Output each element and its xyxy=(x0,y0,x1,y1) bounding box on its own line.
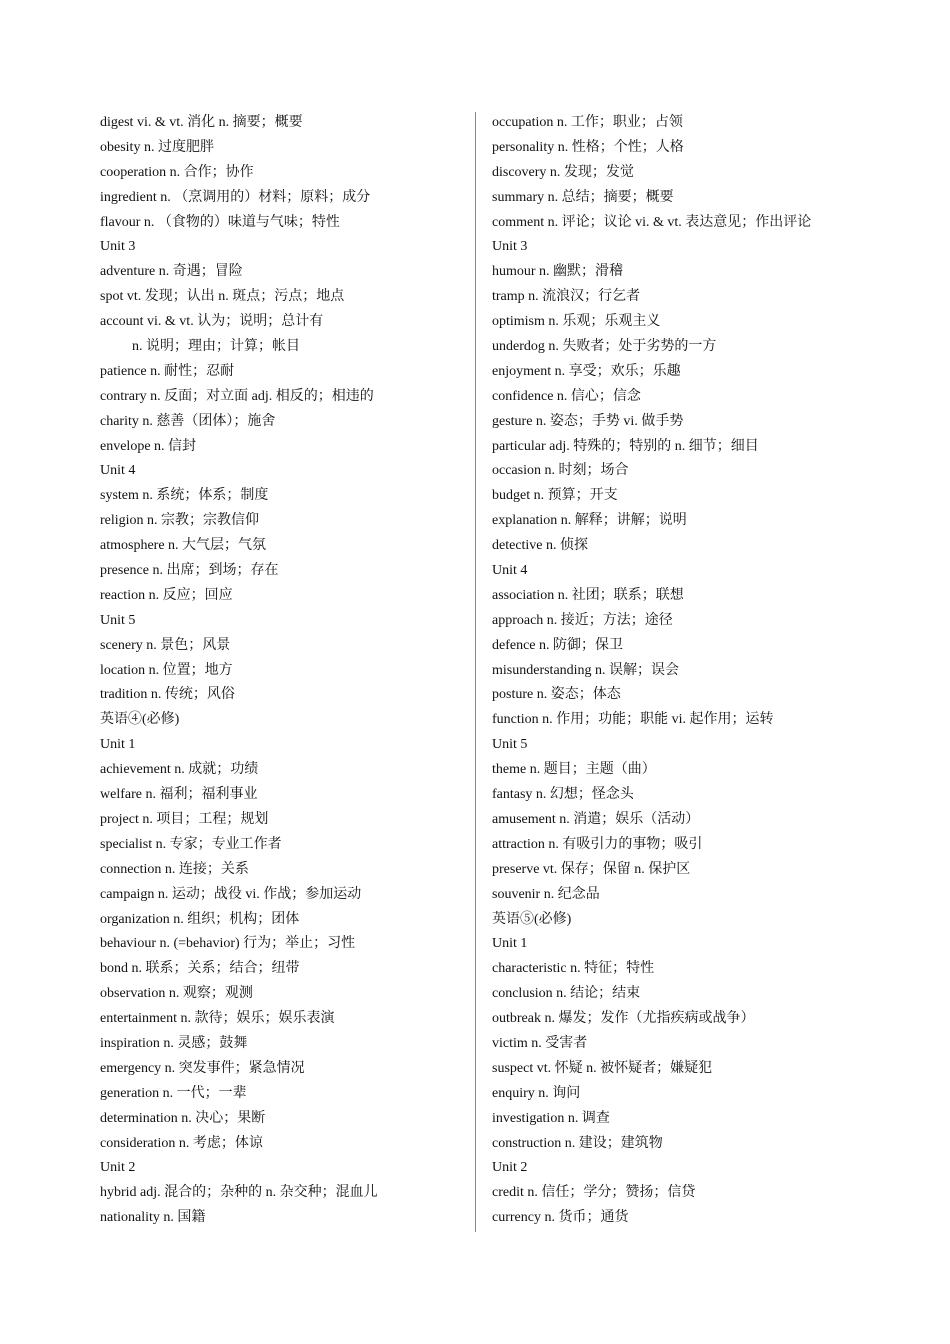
vocab-entry: emergency n. 突发事件；紧急情况 xyxy=(100,1060,305,1076)
vocab-entry: flavour n. （食物的）味道与气味；特性 xyxy=(100,214,340,230)
vocab-entry: system n. 系统；体系；制度 xyxy=(100,488,269,504)
vocab-entry: conclusion n. 结论；结束 xyxy=(492,986,641,1002)
vocab-entry: fantasy n. 幻想；怪念头 xyxy=(492,787,634,803)
vocab-entry: confidence n. 信心；信念 xyxy=(492,388,641,404)
vocab-entry: occupation n. 工作；职业；占领 xyxy=(492,115,683,130)
section-heading: Unit 4 xyxy=(100,463,136,479)
vocab-entry: attraction n. 有吸引力的事物；吸引 xyxy=(492,836,703,852)
vocab-entry: bond n. 联系；关系；结合；纽带 xyxy=(100,961,300,977)
vocab-entry: project n. 项目；工程；规划 xyxy=(100,811,269,827)
vocab-entry: religion n. 宗教；宗教信仰 xyxy=(100,513,260,529)
vocab-entry: envelope n. 信封 xyxy=(100,438,197,454)
vocab-entry: spot vt. 发现；认出 n. 斑点；污点；地点 xyxy=(100,289,345,305)
vocab-entry: association n. 社团；联系；联想 xyxy=(492,587,684,603)
vocab-entry: preserve vt. 保存；保留 n. 保护区 xyxy=(492,861,691,877)
section-heading: 英语⑤(必修) xyxy=(492,911,572,927)
vocab-entry: explanation n. 解释；讲解；说明 xyxy=(492,513,687,529)
vocab-entry: presence n. 出席；到场；存在 xyxy=(100,563,279,579)
vocab-entry: inspiration n. 灵感；鼓舞 xyxy=(100,1035,248,1051)
vocab-entry: detective n. 侦探 xyxy=(492,538,589,554)
right-column xyxy=(492,111,892,1231)
vocab-entry: digest vi. & vt. 消化 n. 摘要；概要 xyxy=(100,115,303,130)
vocab-entry: characteristic n. 特征；特性 xyxy=(492,961,655,977)
vocab-entry: occasion n. 时刻；场合 xyxy=(492,463,629,479)
vocab-entry: ingredient n. （烹调用的）材料；原料；成分 xyxy=(100,189,371,205)
vocab-entry: construction n. 建设；建筑物 xyxy=(492,1135,663,1151)
vocab-entry: tradition n. 传统；风俗 xyxy=(100,687,235,703)
section-heading: Unit 2 xyxy=(100,1160,136,1176)
vocab-entry: determination n. 决心；果断 xyxy=(100,1110,266,1126)
vocab-entry: function n. 作用；功能；职能 vi. 起作用；运转 xyxy=(492,712,774,728)
vocab-entry: atmosphere n. 大气层；气氛 xyxy=(100,538,267,554)
vocab-entry: patience n. 耐性；忍耐 xyxy=(100,363,235,379)
vocab-entry: humour n. 幽默；滑稽 xyxy=(492,264,624,280)
vocab-entry: location n. 位置；地方 xyxy=(100,662,233,678)
vocab-entry: behaviour n. (=behavior) 行为；举止；习性 xyxy=(100,936,356,952)
vocab-entry: underdog n. 失败者；处于劣势的一方 xyxy=(492,339,717,355)
vocab-entry: misunderstanding n. 误解；误会 xyxy=(492,662,680,678)
vocab-entry: approach n. 接近；方法；途径 xyxy=(492,612,673,628)
section-heading: Unit 5 xyxy=(492,737,528,753)
vocab-entry: enquiry n. 询问 xyxy=(492,1085,581,1101)
vocab-entry: theme n. 题目；主题（曲） xyxy=(492,762,656,778)
section-heading: 英语④(必修) xyxy=(100,712,180,728)
vocab-entry: reaction n. 反应；回应 xyxy=(100,587,233,603)
vocab-entry: personality n. 性格；个性；人格 xyxy=(492,139,684,155)
vocab-entry: summary n. 总结；摘要；概要 xyxy=(492,189,674,205)
section-heading: Unit 5 xyxy=(100,612,136,628)
vocab-entry: gesture n. 姿态；手势 vi. 做手势 xyxy=(492,413,684,429)
vocab-entry: charity n. 慈善（团体）；施舍 xyxy=(100,413,276,429)
vocab-entry: optimism n. 乐观；乐观主义 xyxy=(492,314,661,330)
vocab-entry: tramp n. 流浪汉；行乞者 xyxy=(492,289,641,305)
vocab-entry: connection n. 连接；关系 xyxy=(100,861,249,877)
vocab-entry: cooperation n. 合作；协作 xyxy=(100,164,254,180)
section-heading: Unit 4 xyxy=(492,563,528,579)
vocab-entry: currency n. 货币；通货 xyxy=(492,1210,629,1226)
vocab-entry: souvenir n. 纪念品 xyxy=(492,886,600,902)
column-divider xyxy=(475,112,476,1232)
vocab-entry: account vi. & vt. 认为；说明；总计有 xyxy=(100,314,324,330)
vocab-entry: amusement n. 消遣；娱乐（活动） xyxy=(492,811,700,827)
vocab-entry: scenery n. 景色；风景 xyxy=(100,637,231,653)
vocab-entry: budget n. 预算；开支 xyxy=(492,488,618,504)
vocab-entry: n. 说明；理由；计算；帐目 xyxy=(132,339,300,355)
section-heading: Unit 1 xyxy=(100,737,136,753)
vocab-entry: enjoyment n. 享受；欢乐；乐趣 xyxy=(492,363,681,379)
vocab-entry: defence n. 防御；保卫 xyxy=(492,637,624,653)
vocab-entry: contrary n. 反面；对立面 adj. 相反的；相违的 xyxy=(100,388,374,404)
vocab-entry: welfare n. 福利；福利事业 xyxy=(100,787,258,803)
vocab-entry: outbreak n. 爆发；发作（尤指疾病或战争） xyxy=(492,1011,755,1027)
vocab-entry: particular adj. 特殊的；特别的 n. 细节；细目 xyxy=(492,438,759,454)
vocab-entry: entertainment n. 款待；娱乐；娱乐表演 xyxy=(100,1011,335,1027)
vocab-entry: suspect vt. 怀疑 n. 被怀疑者；嫌疑犯 xyxy=(492,1060,713,1076)
section-heading: Unit 3 xyxy=(100,239,136,255)
vocab-entry: posture n. 姿态；体态 xyxy=(492,687,621,703)
section-heading: Unit 1 xyxy=(492,936,528,952)
vocab-entry: comment n. 评论；议论 vi. & vt. 表达意见；作出评论 xyxy=(492,214,812,230)
vocab-entry: specialist n. 专家；专业工作者 xyxy=(100,836,282,852)
vocab-entry: consideration n. 考虑；体谅 xyxy=(100,1135,263,1151)
vocab-entry: achievement n. 成就；功绩 xyxy=(100,762,259,778)
vocab-entry: campaign n. 运动；战役 vi. 作战；参加运动 xyxy=(100,886,362,902)
vocab-entry: generation n. 一代；一辈 xyxy=(100,1085,247,1101)
vocab-entry: nationality n. 国籍 xyxy=(100,1210,206,1226)
vocab-entry: investigation n. 调查 xyxy=(492,1110,610,1126)
section-heading: Unit 3 xyxy=(492,239,528,255)
vocab-entry: obesity n. 过度肥胖 xyxy=(100,139,214,155)
vocab-entry: discovery n. 发现；发觉 xyxy=(492,164,634,180)
vocab-entry: hybrid adj. 混合的；杂种的 n. 杂交种；混血儿 xyxy=(100,1185,378,1201)
vocab-entry: observation n. 观察；观测 xyxy=(100,986,253,1002)
vocab-entry: victim n. 受害者 xyxy=(492,1035,588,1051)
section-heading: Unit 2 xyxy=(492,1160,528,1176)
vocab-entry: adventure n. 奇遇；冒险 xyxy=(100,264,243,280)
left-column xyxy=(100,111,468,1231)
vocab-entry: credit n. 信任；学分；赞扬；信贷 xyxy=(492,1185,696,1201)
vocab-entry: organization n. 组织；机构；团体 xyxy=(100,911,300,927)
